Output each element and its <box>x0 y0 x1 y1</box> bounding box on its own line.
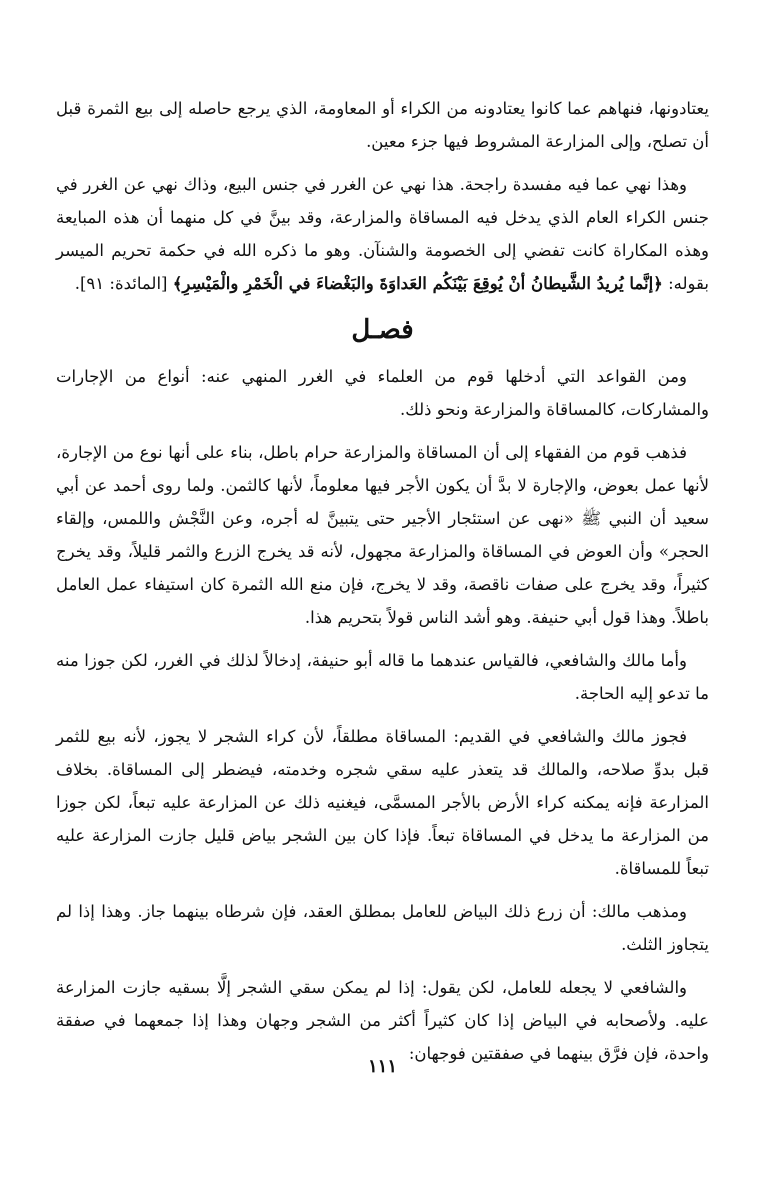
section-heading: فصـل <box>351 315 414 345</box>
paragraph-3: ومن القواعد التي أدخلها قوم من العلماء في الغرر المنهي عنه: أنواع من الإجارات والمشاركات، كالمساقاة والمزارعة ونحو ذلك. <box>56 367 709 419</box>
paragraph-6: فجوز مالك والشافعي في القديم: المساقاة مطلقاً، لأن كراء الشجر لا يجوز، لأنه بيع للثمر قبل بدوِّ صلاحه، والمالك قد يتعذر عليه سقي شجره وخدمته، فيضطر إلى المساقاة. بخلاف المزارعة فإنه يمكنه كراء الأرض بالأجر المسمَّى، فيغنيه ذلك عن المزارعة عليه تبعاً، لكن جوزا من المزارعة ما يدخل في المساقاة تبعاً. فإذا كان بين الشجر بياض قليل جازت المزارعة عليه تبعاً للمساقاة. <box>56 727 709 878</box>
page-number: ١١١ <box>367 1056 397 1077</box>
page-body <box>56 92 709 1070</box>
quran-verse: ﴿إنَّما يُريدُ الشَّيطانُ أنْ يُوقِعَ بَيْنَكُم العَداوَةَ والبَغْضاءَ في الْخَمْرِ والْمَيْسِرِ﴾ <box>172 274 663 293</box>
paragraph-8: والشافعي لا يجعله للعامل، لكن يقول: إذا لم يمكن سقي الشجر إلَّا بسقيه جازت المزارعة عليه. ولأصحابه في البياض إذا كان كثيراً أكثر من الشجر وجهان وهذا إذا جمعهما في صفقة واحدة، فإن فرَّق بينهما في صفقتين فوجهان: <box>56 978 709 1063</box>
paragraph-1: يعتادونها، فنهاهم عما كانوا يعتادونه من الكراء أو المعاومة، الذي يرجع حاصله إلى بيع الثمرة قبل أن تصلح، وإلى المزارعة المشروط فيها جزء معين. <box>56 99 709 151</box>
verse-reference: [المائدة: ٩١]. <box>74 274 168 293</box>
paragraph-2 <box>56 168 709 300</box>
paragraph-7: ومذهب مالك: أن زرع ذلك البياض للعامل بمطلق العقد، فإن شرطاه بينهما جاز. وهذا إذا لم يتجاوز الثلث. <box>56 902 709 954</box>
paragraph-5: وأما مالك والشافعي، فالقياس عندهما ما قاله أبو حنيفة، إدخالاً لذلك في الغرر، لكن جوزا منه ما تدعو إليه الحاجة. <box>56 651 709 703</box>
paragraph-4: فذهب قوم من الفقهاء إلى أن المساقاة والمزارعة حرام باطل، بناء على أنها نوع من الإجارة، لأنها عمل بعوض، والإجارة لا بدَّ أن يكون الأجر فيها معلوماً، لأنها كالثمن. ولما روى أحمد عن أبي سعيد أن النبي ﷺ «نهى عن استئجار الأجير حتى يتبينَّ له أجره، وعن النَّجْش واللمس، وإلقاء الحجر» وأن العوض في المساقاة والمزارعة مجهول، لأنه قد يخرج الزرع والثمر قليلاً، وقد يخرج كثيراً، وقد يخرج على صفات ناقصة، وقد لا يخرج، فإن منع الله الثمرة كان استيفاء عمل العامل باطلاً. وهذا قول أبي حنيفة. وهو أشد الناس قولاً بتحريم هذا. <box>56 443 709 627</box>
paragraph-2-text: وهذا نهي عما فيه مفسدة راجحة. هذا نهي عن الغرر في جنس البيع، وذاك نهي عن الغرر في جنس الكراء العام الذي يدخل فيه المساقاة والمزارعة، وقد بينَّ في كل منهما أن هذه المبايعة وهذه المكاراة كانت تفضي إلى الخصومة والشنآن. وهو ما ذكره الله في حكمة تحريم الميسر بقوله: <box>56 175 709 293</box>
